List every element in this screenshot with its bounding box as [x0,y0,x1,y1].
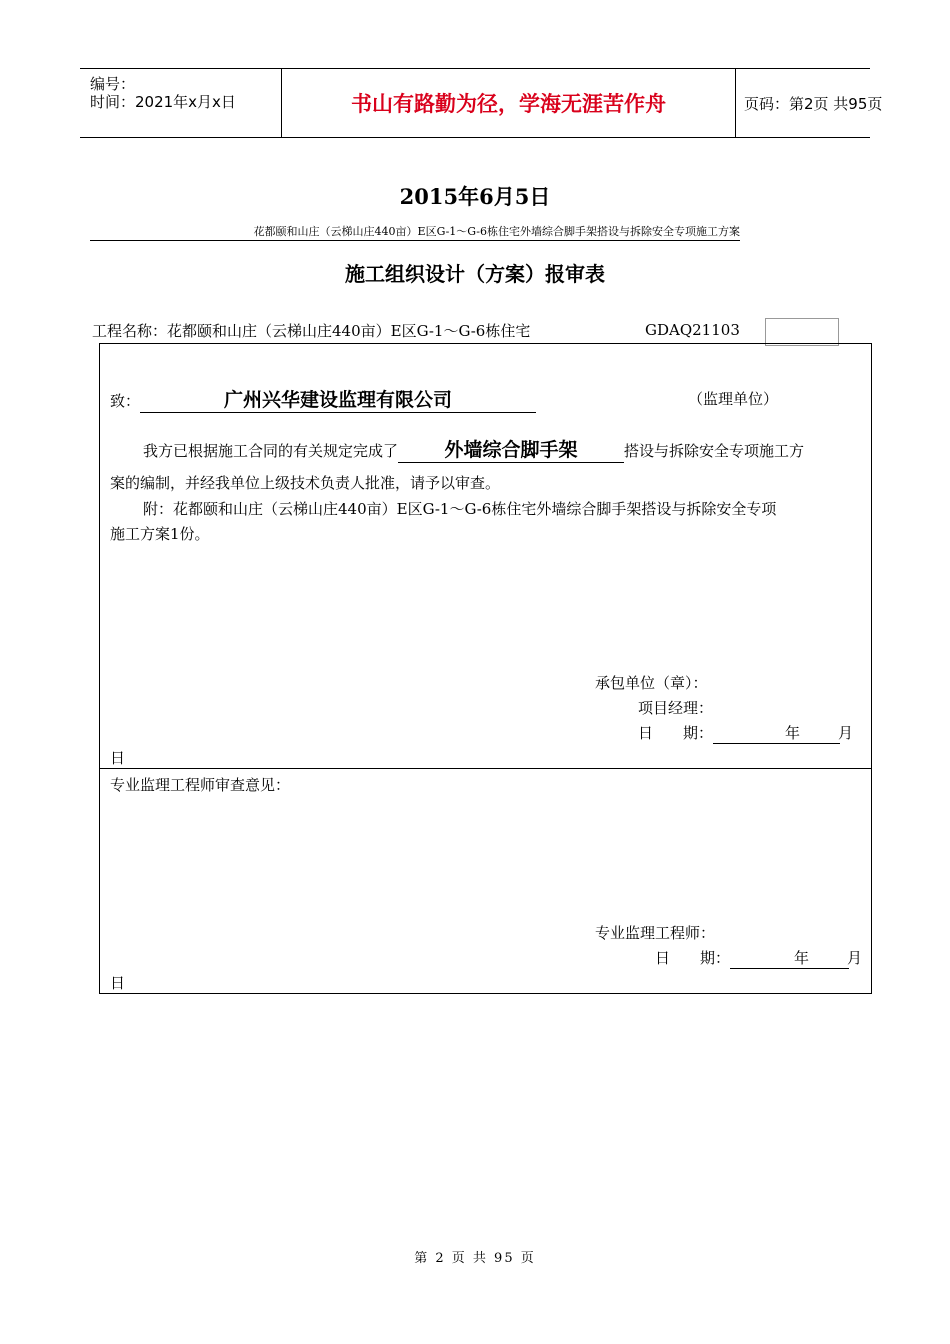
recipient-role: （监理单位） [688,390,779,408]
para-suffix: 搭设与拆除安全专项施工方 [624,442,805,460]
date-row [638,722,854,744]
submission-section [100,344,871,769]
document-time-label: 时间：2021年x月x日 [90,93,236,111]
contractor-label: 承包单位（章）： [595,674,708,692]
day-label: 日 [110,749,126,767]
page-header [80,68,883,138]
review-form [99,343,872,994]
review-date-label: 日 期： [655,949,731,967]
month-label: 月 [838,724,854,742]
document-number-label: 编号： [90,75,136,93]
recipient-line [110,385,536,413]
review-month-label: 月 [847,949,863,967]
page-footer: 第 2 页 共 95 页 [414,1251,536,1266]
review-date-row [655,947,863,969]
scaffold-item: 外墙综合脚手架 [444,439,578,461]
manager-label: 项目经理： [638,699,714,717]
date-label: 日 期： [638,724,714,742]
header-page-info: 页码：第2页 共95页 [744,94,883,113]
code-box [765,318,839,346]
submission-paragraph-line2: 案的编制，并经我单位上级技术负责人批准，请予以审查。 [110,474,501,492]
document-date: 2015年6月5日 [399,184,551,209]
document-subtitle: 花都颐和山庄（云梯山庄440亩）E区G-1～G-6栋住宅外墙综合脚手架搭设与拆除安全专项施工方案 [90,223,740,241]
attachment-line2: 施工方案1份。 [110,525,210,543]
header-meta [80,69,282,137]
header-motto: 书山有路勤为径，学海无涯苦作舟 [282,69,736,137]
review-section [100,769,871,993]
para-prefix: 我方已根据施工合同的有关规定完成了 [143,442,399,460]
engineer-label: 专业监理工程师： [595,924,716,942]
project-name: 工程名称：花都颐和山庄（云梯山庄440亩）E区G-1～G-6栋住宅 [92,322,531,340]
to-label: 致： [110,392,141,410]
form-title: 施工组织设计（方案）报审表 [345,262,605,286]
year-label: 年 [785,724,801,742]
review-opinion-label: 专业监理工程师审查意见： [110,776,291,794]
review-day-label: 日 [110,974,126,992]
submission-paragraph-line1 [143,435,804,463]
attachment-line1: 附：花都颐和山庄（云梯山庄440亩）E区G-1～G-6栋住宅外墙综合脚手架搭设与拆除安全专项 [143,500,777,518]
review-year-label: 年 [794,949,810,967]
recipient-company: 广州兴华建设监理有限公司 [224,389,453,411]
project-code: GDAQ21103 [645,321,740,339]
